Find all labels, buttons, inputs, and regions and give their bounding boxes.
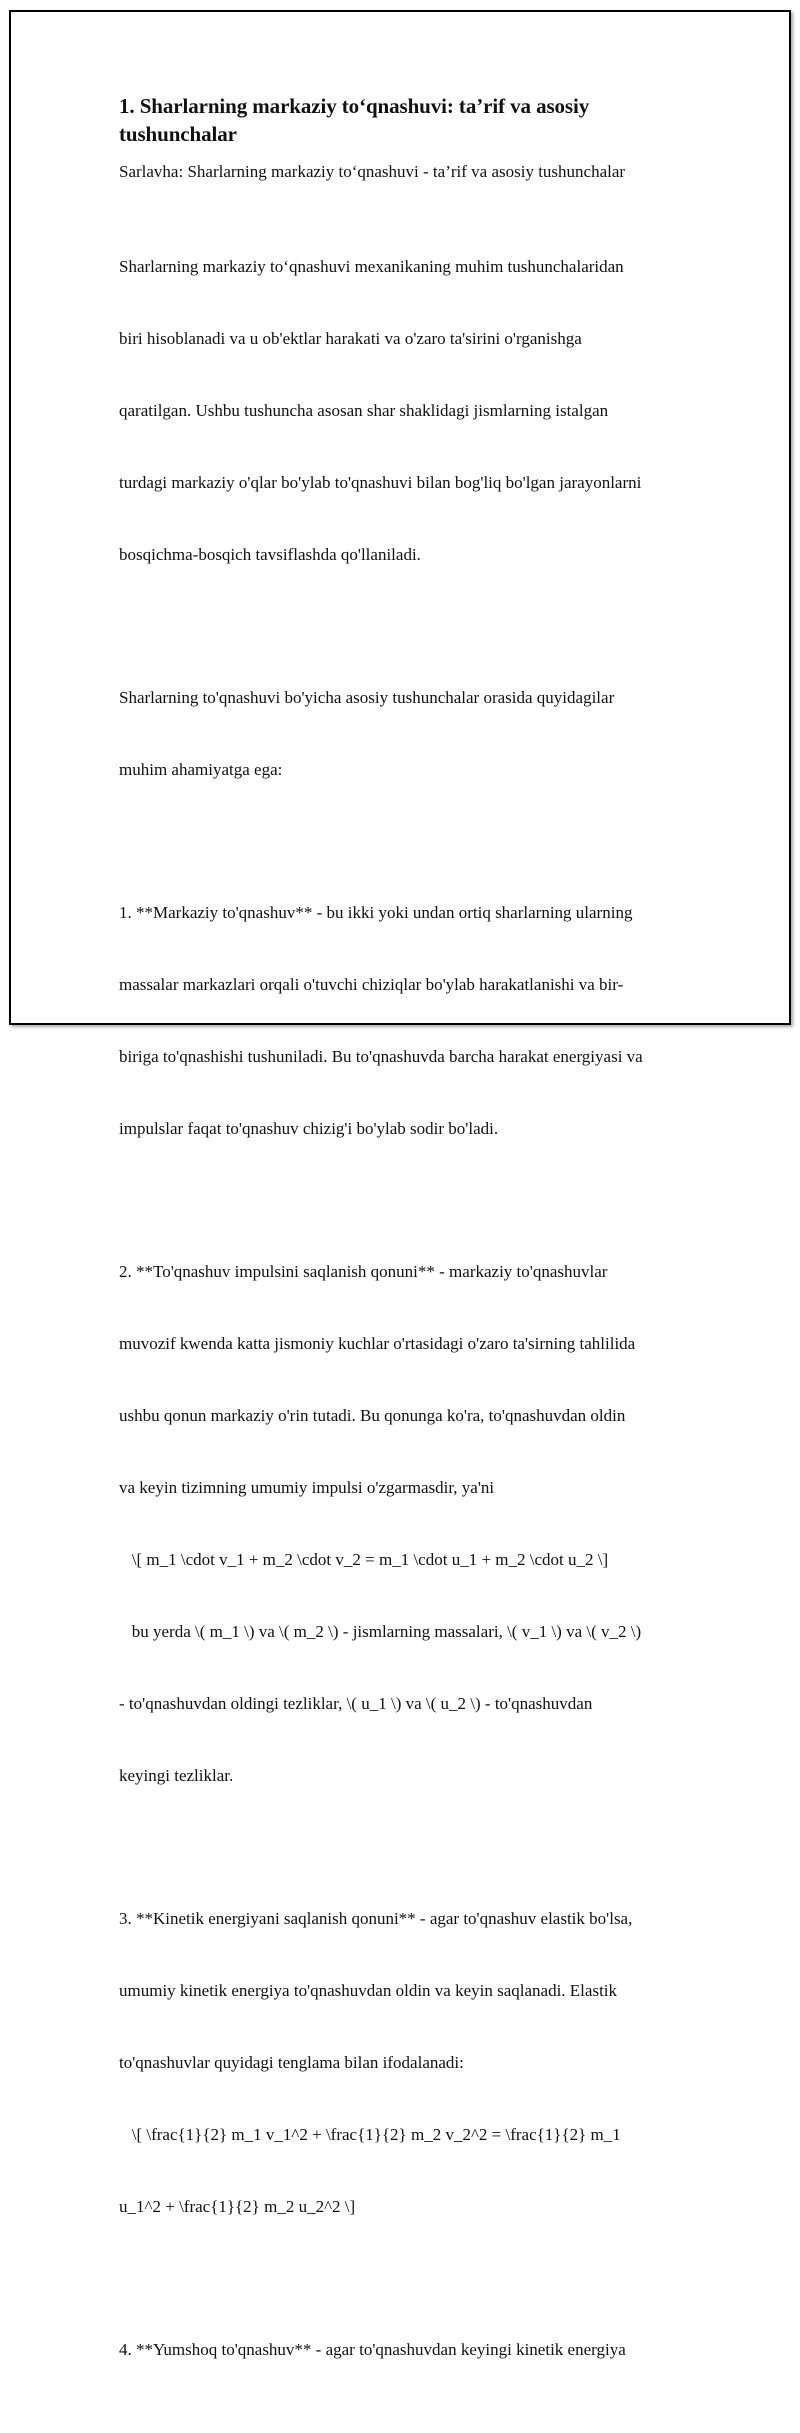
text-line: Sharlarning to'qnashuvi bo'yicha asosiy tushunchalar orasida quyidagilar bbox=[119, 688, 615, 707]
paragraph-concepts-intro bbox=[119, 638, 689, 830]
text-line: 3. **Kinetik energiyani saqlanish qonuni** - agar to'qnashuv elastik bo'lsa, bbox=[119, 1909, 633, 1928]
paragraph-item-3 bbox=[119, 1859, 689, 2267]
text-line: turdagi markaziy o'qlar bo'ylab to'qnashuvi bilan bog'liq bo'lgan jarayonlarni bbox=[119, 473, 642, 492]
paragraph-item-4 bbox=[119, 2290, 689, 2410]
text-line: bu yerda \( m_1 \) va \( m_2 \) - jismlarning massalari, \( v_1 \) va \( v_2 \) bbox=[119, 1622, 642, 1641]
text-line: biri hisoblanadi va u ob'ektlar harakati va o'zaro ta'sirini o'rganishga bbox=[119, 329, 582, 348]
text-line: biriga to'qnashishi tushuniladi. Bu to'qnashuvda barcha harakat energiyasi va bbox=[119, 1047, 643, 1066]
section-heading: 1. Sharlarning markaziy to‘qnashuvi: ta’rif va asosiy tushunchalar bbox=[119, 94, 590, 146]
text-line: bosqichma-bosqich tavsiflashda qo'llaniladi. bbox=[119, 545, 421, 564]
paragraph-item-1 bbox=[119, 853, 689, 1189]
document-page bbox=[9, 10, 791, 2359]
paragraph-intro bbox=[119, 207, 689, 615]
text-line: - to'qnashuvdan oldingi tezliklar, \( u_1 \) va \( u_2 \) - to'qnashuvdan bbox=[119, 1694, 593, 1713]
text-line: muhim ahamiyatga ega: bbox=[119, 760, 283, 779]
text-line: to'qnashuvlar quyidagi tenglama bilan ifodalanadi: bbox=[119, 2053, 464, 2072]
paragraph-item-2 bbox=[119, 1212, 689, 1836]
text-line: keyingi tezliklar. bbox=[119, 1766, 234, 1785]
text-line: massalar markazlari orqali o'tuvchi chiziqlar bo'ylab harakatlanishi va bir- bbox=[119, 975, 624, 994]
formula-line: \[ \frac{1}{2} m_1 v_1^2 + \frac{1}{2} m_2 v_2^2 = \frac{1}{2} m_1 bbox=[119, 2125, 621, 2144]
subtitle-line: Sarlavha: Sharlarning markaziy to‘qnashuvi - ta’rif va asosiy tushunchalar bbox=[119, 162, 626, 181]
text-line: va keyin tizimning umumiy impulsi o'zgarmasdir, ya'ni bbox=[119, 1478, 495, 1497]
text-line: impulslar faqat to'qnashuv chizig'i bo'ylab sodir bo'ladi. bbox=[119, 1119, 499, 1138]
text-line: umumiy kinetik energiya to'qnashuvdan oldin va keyin saqlanadi. Elastik bbox=[119, 1981, 618, 2000]
text-line: 2. **To'qnashuv impulsini saqlanish qonuni** - markaziy to'qnashuvlar bbox=[119, 1262, 608, 1281]
text-line: 4. **Yumshoq to'qnashuv** - agar to'qnashuvdan keyingi kinetik energiya bbox=[119, 2340, 626, 2359]
text-line: muvozif kwenda katta jismoniy kuchlar o'rtasidagi o'zaro ta'sirning tahlilida bbox=[119, 1334, 636, 1353]
formula-line: \[ m_1 \cdot v_1 + m_2 \cdot v_2 = m_1 \cdot u_1 + m_2 \cdot u_2 \] bbox=[119, 1550, 609, 1569]
text-line: qaratilgan. Ushbu tushuncha asosan shar shaklidagi jismlarning istalgan bbox=[119, 401, 609, 420]
formula-line: u_1^2 + \frac{1}{2} m_2 u_2^2 \] bbox=[119, 2197, 356, 2216]
document-body bbox=[119, 92, 689, 2433]
text-line: ushbu qonun markaziy o'rin tutadi. Bu qonunga ko'ra, to'qnashuvdan oldin bbox=[119, 1406, 626, 1425]
text-line: 1. **Markaziy to'qnashuv** - bu ikki yoki undan ortiq sharlarning ularning bbox=[119, 903, 633, 922]
text-line: Sharlarning markaziy to‘qnashuvi mexanikaning muhim tushunchalaridan bbox=[119, 257, 624, 276]
